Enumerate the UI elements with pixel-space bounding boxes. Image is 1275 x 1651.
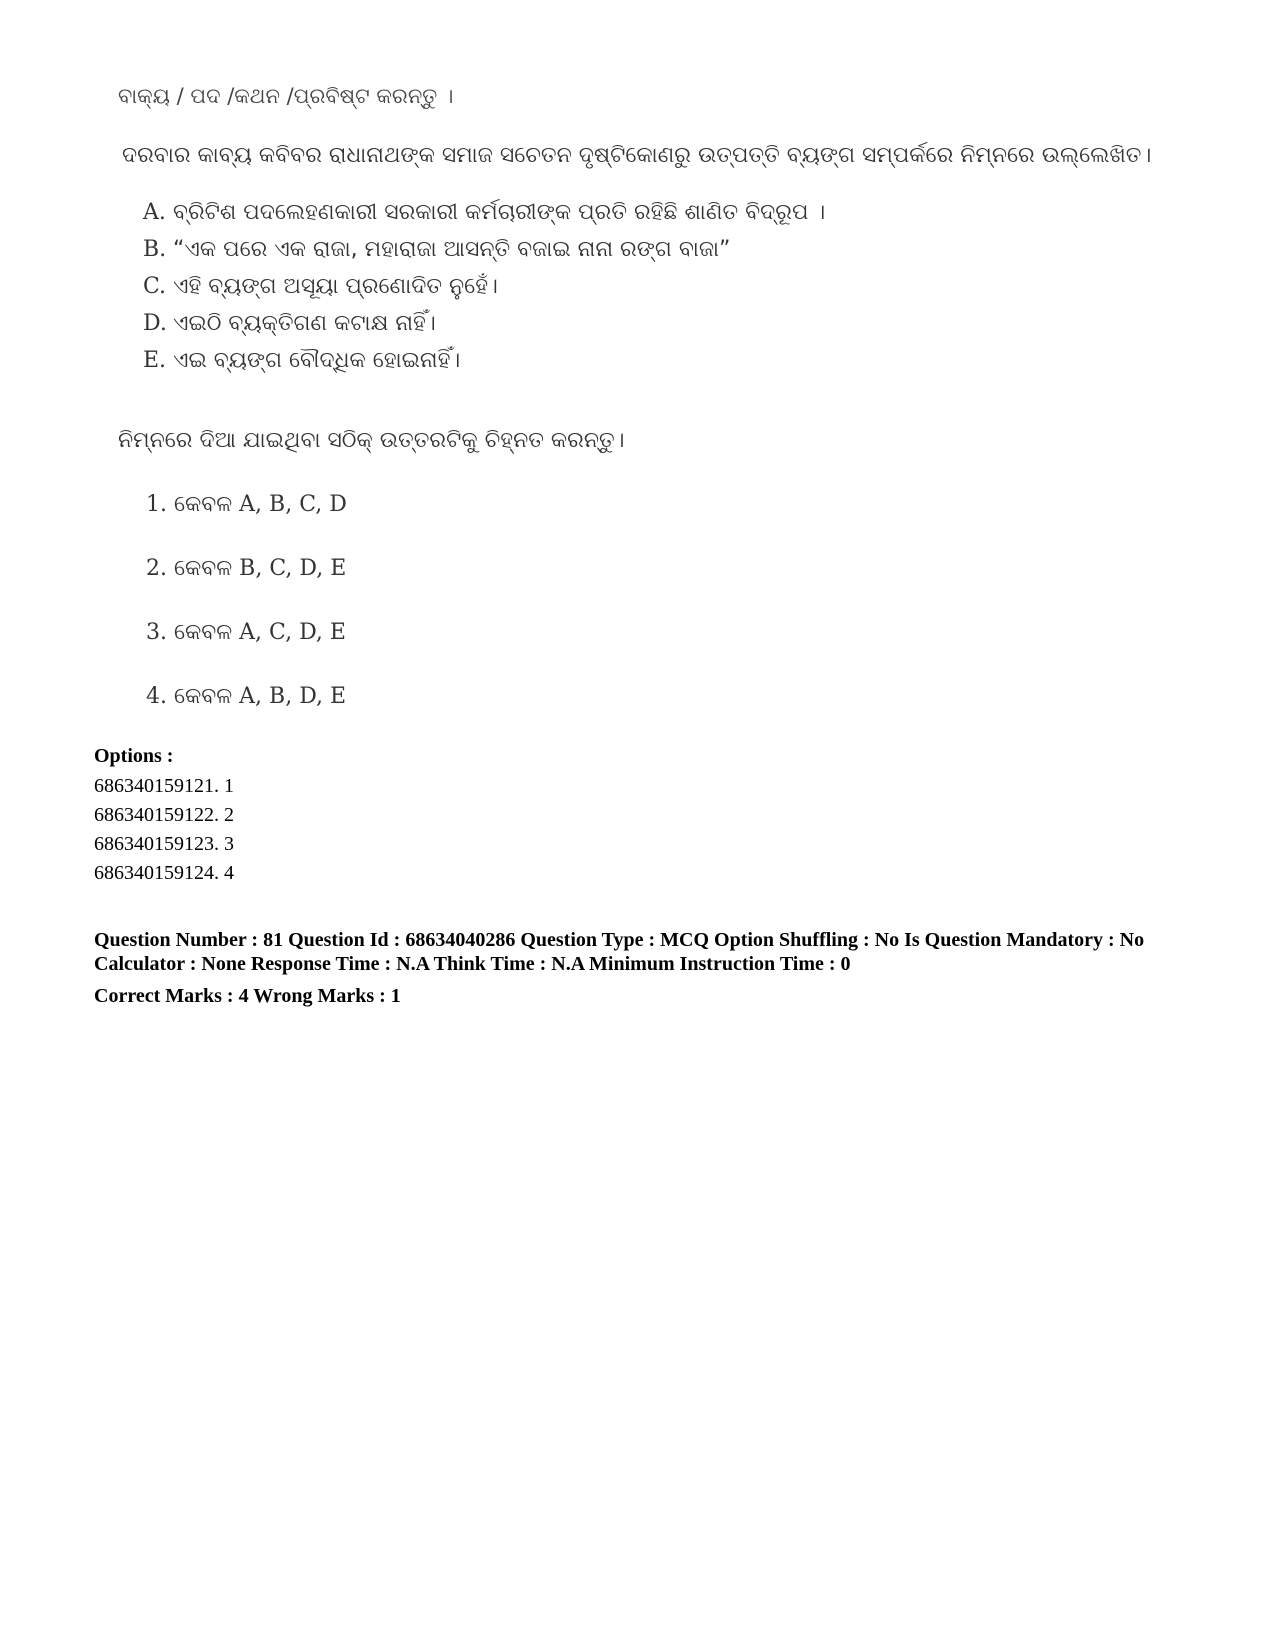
statement-text: ଏଇ ବ୍ୟଙ୍ଗ ବୌଦ୍ଧିକ ହୋଇନାହିଁ। — [173, 348, 461, 373]
choice-number: 3. — [146, 620, 167, 645]
option-item: 686340159124. 4 — [94, 862, 234, 884]
option-item: 686340159122. 2 — [94, 804, 234, 826]
choice-2 — [146, 556, 346, 581]
option-item: 686340159121. 1 — [94, 775, 234, 797]
choice-letters: B, C, D, E — [239, 556, 347, 581]
choice-word: କେବଳ — [174, 492, 233, 517]
answer-prompt: ନିମ୍ନରେ ଦିଆ ଯାଇଥିବା ସଠିକ୍ ଉତ୍ତରଟିକୁ ଚିହ୍ନତ କରନ୍ତୁ। — [118, 428, 625, 453]
statement-b — [143, 237, 730, 262]
choice-1 — [146, 492, 347, 517]
choice-letters: A, B, C, D — [239, 492, 347, 517]
question-stem: ଦରବାର କାବ୍ୟ କବିବର ରାଧାନାଥଙ୍କ ସମାଜ ସଚେତନ ଦୃଷ୍ଟିକୋଣରୁ ଉତ୍ପତ୍ତି ବ୍ୟଙ୍ଗ ସମ୍ପର୍କରେ ନିମ୍ନରେ ଉଲ୍ଲେଖିତ। — [122, 143, 1152, 168]
statement-text: ଏହି ବ୍ୟଙ୍ଗ ଅସୂୟା ପ୍ରଣୋଦିତ ନୁହେଁ। — [173, 274, 498, 299]
choice-letters: A, C, D, E — [239, 620, 346, 645]
statement-a — [143, 200, 825, 225]
statement-letter: A. — [143, 200, 166, 225]
statement-letter: B. — [143, 237, 167, 262]
instruction-text: ବାକ୍ୟ / ପଦ /କଥନ /ପ୍ରବିଷ୍ଟ କରନ୍ତୁ । — [118, 84, 454, 108]
choice-word: କେବଳ — [174, 620, 233, 645]
statement-text: ବ୍ରିଟିଶ ପଦଲେହଣକାରୀ ସରକାରୀ କର୍ମଚାରୀଙ୍କ ପ୍ରତି ରହିଛି ଶାଣିତ ବିଦ୍ରୂପ । — [173, 200, 826, 225]
options-label: Options : — [94, 745, 174, 767]
choice-number: 1. — [146, 492, 167, 517]
statement-c — [143, 274, 498, 299]
choice-number: 2. — [146, 556, 167, 581]
choice-4 — [146, 684, 346, 709]
question-image — [0, 0, 1275, 740]
choice-letters: A, B, D, E — [239, 684, 347, 709]
statement-letter: E. — [143, 348, 167, 373]
statement-e — [143, 348, 460, 373]
statement-text: ଏଇଠି ବ୍ୟକ୍ତିଗଣ କଟାକ୍ଷ ନାହିଁ। — [173, 311, 436, 336]
choice-3 — [146, 620, 346, 645]
statement-text: “ଏକ ପରେ ଏକ ରାଜା, ମହାରାଜା ଆସନ୍ତି ବଜାଇ ନାନା ରଙ୍ଗ ବାଜା” — [173, 237, 731, 262]
option-item: 686340159123. 3 — [94, 833, 234, 855]
marks-info: Correct Marks : 4 Wrong Marks : 1 — [94, 985, 401, 1007]
statement-letter: C. — [143, 274, 167, 299]
question-info: Question Number : 81 Question Id : 68634040286 Question Type : MCQ Option Shuffling : No Is Question Mandatory : No Calculator : None Response Time : N.A Think Time : N.A Minimum Instruction Time : 0 — [94, 929, 1145, 975]
statement-d — [143, 311, 436, 336]
choice-word: କେବଳ — [174, 684, 233, 709]
statement-letter: D. — [143, 311, 167, 336]
choice-number: 4. — [146, 684, 167, 709]
choice-word: କେବଳ — [174, 556, 233, 581]
